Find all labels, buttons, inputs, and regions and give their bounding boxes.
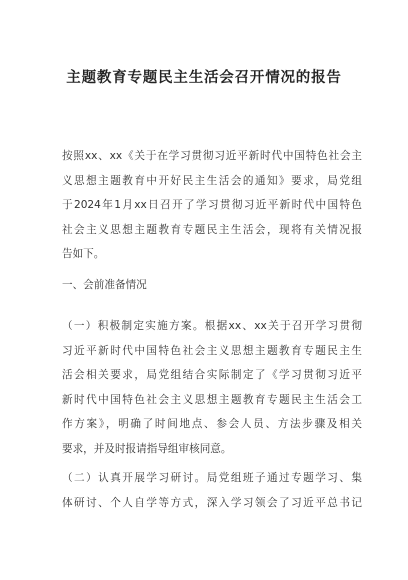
paragraph-line: （一）积极制定实施方案。根据xx、xx关于召开学习贯彻	[62, 320, 362, 332]
paragraph-line: 要求，并及时报请指导组审核同意。	[62, 442, 232, 455]
paragraph-line: 活会相关要求，局党组结合实际制定了《学习贯彻习近平	[62, 369, 362, 381]
paragraph-line: 作方案》，明确了时间地点、参会人员、方法步骤及相关	[62, 418, 362, 430]
preparation-paragraph-2	[62, 466, 362, 515]
section-heading: 一、会前准备情况	[62, 279, 147, 291]
preparation-paragraph-1	[62, 314, 362, 461]
intro-line: 告如下。	[62, 248, 105, 260]
paragraph-line: （二）认真开展学习研讨。局党组班子通过专题学习、集	[62, 472, 362, 484]
paragraph-line: 体研讨、个人自学等方式，深入学习领会了习近平总书记	[62, 496, 362, 509]
intro-line: 义思想主题教育中开好民主生活会的通知》要求，局党组	[62, 174, 362, 187]
intro-paragraph	[62, 144, 362, 267]
intro-line: 按照xx、xx《关于在学习贯彻习近平新时代中国特色社会主	[62, 150, 362, 162]
paragraph-line: 新时代中国特色社会主义思想主题教育专题民主生活会工	[62, 393, 362, 406]
document-title: 主题教育专题民主生活会召开情况的报告	[66, 70, 342, 86]
paragraph-line: 习近平新时代中国特色社会主义思想主题教育专题民主生	[62, 344, 362, 357]
intro-line: 社会主义思想主题教育专题民主生活会，现将有关情况报	[62, 223, 362, 236]
intro-line: 于2024年1月xx日召开了学习贯彻习近平新时代中国特色	[62, 199, 362, 211]
